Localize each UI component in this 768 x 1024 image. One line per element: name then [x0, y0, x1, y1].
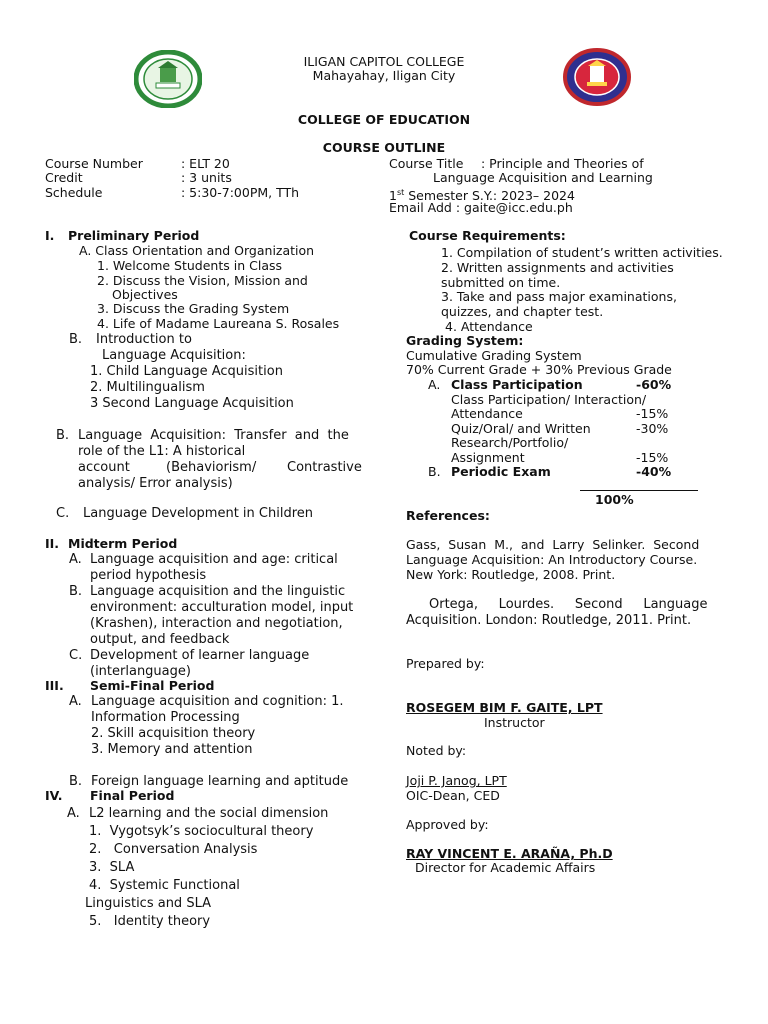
final-item-4: 4. Systemic Functional: [89, 878, 240, 893]
grading-a2-percent: -30%: [636, 421, 669, 436]
midterm-title: Midterm Period: [68, 536, 178, 551]
grading-total-rule: [580, 490, 698, 491]
college-address: Mahayahay, Iligan City: [312, 68, 456, 83]
college-seal-green-icon: [134, 50, 202, 108]
semester-text: Semester S.Y.: 2023– 2024: [404, 188, 575, 204]
reference-2-line2: Acquisition. London: Routledge, 2011. Print.: [406, 613, 692, 628]
prelim-item-c: Language Development in Children: [83, 506, 314, 521]
course-title-value-2: Language Acquisition and Learning: [433, 170, 653, 185]
prelim-item-b2-line3b: (Behaviorism/: [166, 460, 257, 475]
final-item-2: 2. Conversation Analysis: [89, 842, 258, 857]
final-item-4-cont: Linguistics and SLA: [85, 896, 212, 911]
prepared-name: ROSEGEM BIM F. GAITE, LPT: [406, 700, 603, 715]
prelim-item-b-title-cont: Language Acquisition:: [102, 348, 246, 363]
references-title: References:: [406, 508, 490, 523]
grading-line-1: Cumulative Grading System: [406, 348, 582, 363]
semifinal-item-a: Language acquisition and cognition: 1.: [91, 694, 344, 709]
approved-role: Director for Academic Affairs: [415, 860, 596, 875]
grading-a-label: Class Participation: [451, 377, 583, 392]
midterm-item-b-cont1: environment: acculturation model, input: [90, 600, 354, 615]
prelim-item-b2-line3a: account: [78, 460, 130, 475]
semifinal-item-a-cont: Information Processing: [91, 710, 240, 725]
approved-label: Approved by:: [406, 817, 489, 832]
email-line: Email Add : gaite@icc.edu.ph: [389, 200, 573, 215]
grading-a3-label: Research/Portfolio/: [451, 435, 569, 450]
final-title: Final Period: [90, 788, 175, 803]
college-seal-red-icon: [563, 48, 631, 106]
prelim-item-a3: 3. Discuss the Grading System: [97, 301, 290, 316]
grading-b-percent: -40%: [636, 464, 672, 479]
noted-label: Noted by:: [406, 743, 467, 758]
requirement-3-cont: quizzes, and chapter test.: [441, 304, 604, 319]
reference-2-line1: Ortega, Lourdes. Second Language: [429, 597, 708, 612]
grading-line-2: 70% Current Grade + 30% Previous Grade: [406, 362, 672, 377]
semifinal-title: Semi-Final Period: [90, 678, 215, 693]
grading-a3-percent: -15%: [636, 450, 669, 465]
prelim-item-b2-line1: Language Acquisition: Transfer and the: [78, 428, 349, 443]
prelim-item-b3: 3 Second Language Acquisition: [90, 396, 294, 411]
course-title-label: Course Title: [389, 156, 464, 171]
document-title: COURSE OUTLINE: [322, 140, 446, 155]
semifinal-number: III.: [45, 678, 64, 693]
grading-a3-label-cont: Assignment: [451, 450, 525, 465]
requirement-3: 3. Take and pass major examinations,: [441, 289, 677, 304]
requirement-2: 2. Written assignments and activities: [441, 260, 674, 275]
prepared-label: Prepared by:: [406, 656, 485, 671]
grading-total: 100%: [595, 492, 634, 507]
approved-name: RAY VINCENT E. ARAÑA, Ph.D: [406, 846, 613, 861]
reference-1-line3: New York: Routledge, 2008. Print.: [406, 567, 616, 582]
credit-value: : 3 units: [181, 170, 232, 185]
midterm-item-b: Language acquisition and the linguistic: [90, 584, 346, 599]
midterm-item-c-cont: (interlanguage): [90, 664, 191, 679]
grading-b-label: Periodic Exam: [451, 464, 551, 479]
grading-b-number: B.: [428, 464, 441, 479]
prepared-role: Instructor: [484, 715, 545, 730]
requirement-4: 4. Attendance: [445, 319, 533, 334]
noted-role: OIC-Dean, CED: [406, 788, 500, 803]
schedule-value: : 5:30-7:00PM, TTh: [181, 185, 300, 200]
grading-a-number: A.: [428, 377, 441, 392]
prelim-item-b2-line4: analysis/ Error analysis): [78, 476, 233, 491]
prelim-item-b2-number: B.: [56, 428, 70, 443]
grading-a1-label: Class Participation/ Interaction/: [451, 392, 647, 407]
department-title: COLLEGE OF EDUCATION: [297, 112, 471, 127]
prelim-item-b2-line2: role of the L1: A historical: [78, 444, 246, 459]
grading-a-percent: -60%: [636, 377, 672, 392]
grading-a1-label-cont: Attendance: [451, 406, 523, 421]
prelim-item-a1: 1. Welcome Students in Class: [97, 258, 282, 273]
prelim-item-c-number: C.: [56, 506, 70, 521]
midterm-item-c: Development of learner language: [90, 648, 310, 663]
reference-1-line2: Language Acquisition: An Introductory Course.: [406, 552, 698, 567]
prelim-item-a4: 4. Life of Madame Laureana S. Rosales: [97, 316, 340, 331]
college-name: ILIGAN CAPITOL COLLEGE: [303, 54, 465, 69]
requirement-2-cont: submitted on time.: [441, 275, 561, 290]
midterm-item-c-number: C.: [69, 648, 83, 663]
grading-title: Grading System:: [406, 333, 524, 348]
midterm-item-b-cont2: (Krashen), interaction and negotiation,: [90, 616, 343, 631]
midterm-item-b-number: B.: [69, 584, 83, 599]
semifinal-item-a-number: A.: [69, 694, 82, 709]
final-item-5: 5. Identity theory: [89, 914, 211, 929]
final-number: IV.: [45, 788, 63, 803]
final-item-a-number: A.: [67, 806, 80, 821]
prelim-item-a: A. Class Orientation and Organization: [79, 243, 315, 258]
noted-name: Joji P. Janog, LPT: [406, 773, 507, 788]
prelim-item-b-number: B.: [69, 332, 83, 347]
semester-superscript: st: [396, 188, 405, 197]
prelim-number: I.: [45, 228, 55, 243]
grading-a1-percent: -15%: [636, 406, 669, 421]
midterm-number: II.: [45, 536, 60, 551]
course-number-label: Course Number: [45, 156, 143, 171]
schedule-label: Schedule: [45, 185, 103, 200]
prelim-item-b2: 2. Multilingualism: [90, 380, 205, 395]
course-title-value: : Principle and Theories of: [481, 156, 644, 171]
requirement-1: 1. Compilation of student’s written activities.: [441, 245, 723, 260]
semifinal-item-b: Foreign language learning and aptitude: [91, 774, 349, 789]
grading-a2-label: Quiz/Oral/ and Written: [451, 421, 591, 436]
semester-number: 1: [389, 188, 397, 204]
prelim-item-a2-cont: Objectives: [112, 287, 178, 302]
requirements-title: Course Requirements:: [409, 228, 566, 243]
reference-1-line1: Gass, Susan M., and Larry Selinker. Second: [406, 537, 700, 552]
midterm-item-a-cont: period hypothesis: [90, 568, 207, 583]
prelim-item-b1: 1. Child Language Acquisition: [90, 364, 283, 379]
final-item-a: L2 learning and the social dimension: [89, 806, 329, 821]
midterm-item-a: Language acquisition and age: critical: [90, 552, 338, 567]
final-item-3: 3. SLA: [89, 860, 135, 875]
midterm-item-b-cont3: output, and feedback: [90, 632, 230, 647]
prelim-item-a2: 2. Discuss the Vision, Mission and: [97, 273, 308, 288]
credit-label: Credit: [45, 170, 83, 185]
midterm-item-a-number: A.: [69, 552, 82, 567]
prelim-item-b-title: Introduction to: [96, 332, 192, 347]
semifinal-item-a2: 2. Skill acquisition theory: [91, 726, 256, 741]
course-number-value: : ELT 20: [181, 156, 230, 171]
prelim-item-b2-line3c: Contrastive: [287, 460, 362, 475]
semifinal-item-a3: 3. Memory and attention: [91, 742, 253, 757]
semifinal-item-b-number: B.: [69, 774, 83, 789]
final-item-1: 1. Vygotsyk’s sociocultural theory: [89, 824, 314, 839]
prelim-title: Preliminary Period: [68, 228, 200, 243]
